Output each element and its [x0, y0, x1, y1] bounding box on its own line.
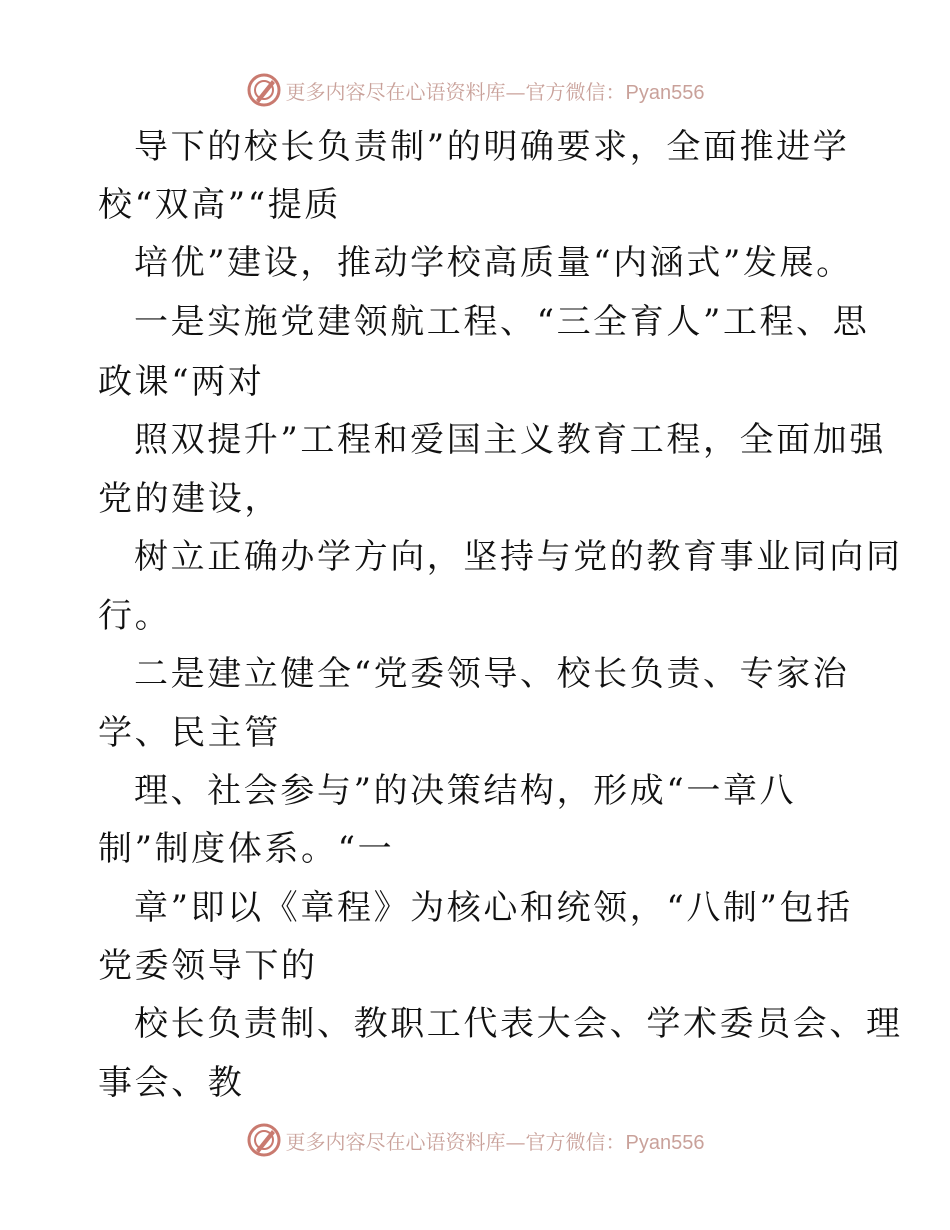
text-line: 校“双高”“提质 — [98, 185, 341, 225]
text-line: 树立正确办学方向，坚持与党的教育事业同向同 — [134, 537, 903, 577]
text-line: 党的建设， — [98, 479, 281, 519]
watermark-text: 更多内容尽在心语资料库—官方微信：Pyan556 — [285, 1129, 705, 1154]
text-line: 政课“两对 — [98, 362, 265, 402]
text-line: 二是建立健全“党委领导、校长负责、专家治 — [134, 654, 850, 694]
text-line: 导下的校长负责制”的明确要求，全面推进学 — [134, 127, 850, 167]
text-line: 学、民主管 — [98, 713, 281, 753]
text-line: 理、社会参与”的决策结构，形成“一章八 — [134, 771, 797, 811]
text-line: 培优”建设，推动学校高质量“内涵式”发展。 — [134, 243, 853, 283]
text-line: 事会、教 — [98, 1063, 245, 1103]
watermark-wechat-id: Pyan556 — [625, 1131, 705, 1154]
text-line: 行。 — [98, 596, 172, 636]
text-line: 章”即以《章程》为核心和统领，“八制”包括 — [134, 888, 853, 928]
watermark-text: 更多内容尽在心语资料库—官方微信：Pyan556 — [285, 79, 705, 104]
text-line: 校长负责制、教职工代表大会、学术委员会、理 — [134, 1004, 903, 1044]
watermark-wechat-id: Pyan556 — [625, 81, 705, 104]
text-line: 照双提升”工程和爱国主义教育工程，全面加强 — [134, 420, 886, 460]
text-line: 党委领导下的 — [98, 946, 318, 986]
quill-logo-icon — [246, 1122, 282, 1158]
text-line: 制”制度体系。“一 — [98, 829, 395, 869]
footer-watermark — [0, 1120, 950, 1160]
text-line: 一是实施党建领航工程、“三全育人”工程、思 — [134, 302, 870, 342]
